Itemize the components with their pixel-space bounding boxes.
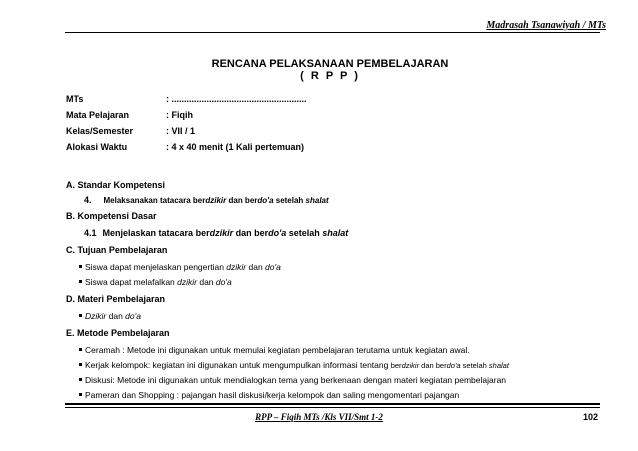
text: setelah <box>286 228 323 238</box>
section-heading: B. Kompetensi Dasar <box>66 211 157 221</box>
page-number: 102 <box>582 412 598 422</box>
text: Diskusi: Metode ini digunakan untuk mendialogkan tema yang berkenaan dengan materi kegiatan pembelajaran <box>85 375 507 385</box>
list-item <box>79 360 509 370</box>
section-heading: D. Materi Pembelajaran <box>66 294 166 304</box>
text: shalat <box>488 361 509 370</box>
document-subtitle: ( R P P ) <box>300 70 360 82</box>
section-heading: A. Standar Kompetensi <box>66 180 166 190</box>
list-item <box>79 262 281 272</box>
running-header: Madrasah Tsanawiyah / MTs <box>486 20 606 31</box>
text: dzikir <box>401 361 420 370</box>
text: dan <box>196 277 216 287</box>
section-b-heading <box>66 211 157 221</box>
identity-label: MTs <box>66 94 84 104</box>
text: do'a <box>265 262 281 272</box>
section-d-heading <box>66 294 165 304</box>
bullet-icon <box>79 314 82 317</box>
section-e-heading <box>66 328 170 338</box>
bullet-icon <box>79 265 82 268</box>
text: shalat <box>322 228 349 238</box>
bullet-icon <box>79 393 82 396</box>
bullet-icon <box>79 378 82 381</box>
identity-label: Alokasi Waktu <box>66 142 128 152</box>
list-item <box>79 311 141 321</box>
text: Pameran dan Shopping : pajangan hasil diskusi/kerja kelompok dan saling mengomentari pajangan <box>85 390 460 400</box>
text: Ceramah : Metode ini digunakan untuk memulai kegiatan pembelajaran terutama untuk kegiatan awal. <box>85 345 470 355</box>
text: Kerjak kelompok: kegiatan ini digunakan untuk mengumpulkan informasi tentang <box>85 360 391 370</box>
identity-value: : ...................................................... <box>166 94 307 104</box>
list-item <box>79 390 459 400</box>
section-a-heading <box>66 180 165 190</box>
text: Dzikir <box>85 311 107 321</box>
identity-label: Mata Pelajaran <box>66 110 130 120</box>
text: dzikir <box>205 196 227 205</box>
text: Melaksanakan tatacara ber <box>103 196 206 205</box>
section-c-heading <box>66 245 167 255</box>
text: dan ber <box>226 196 258 205</box>
text: dan <box>106 311 126 321</box>
text: do'a <box>125 311 141 321</box>
text: dan ber <box>419 361 447 370</box>
identity-value: : 4 x 40 menit (1 Kali pertemuan) <box>166 142 305 152</box>
text: dzikir <box>226 262 247 272</box>
text: do'a <box>215 277 232 287</box>
item-number: 4. <box>84 195 92 205</box>
item-number: 4.1 <box>84 228 97 238</box>
list-item <box>79 345 470 355</box>
list-item <box>79 277 232 287</box>
bullet-icon <box>79 280 82 283</box>
identity-label: Kelas/Semester <box>66 126 134 136</box>
text: setelah <box>273 196 306 205</box>
text: dzikir <box>209 228 234 238</box>
text: do'a <box>268 228 287 238</box>
bullet-icon <box>79 363 82 366</box>
identity-value: : Fiqih <box>166 110 193 120</box>
list-item <box>79 375 506 385</box>
text: dzikir <box>177 277 197 287</box>
section-heading: E. Metode Pembelajaran <box>66 328 170 338</box>
text: Siswa dapat menjelaskan pengertian <box>85 262 227 272</box>
text: Siswa dapat melafalkan <box>85 277 178 287</box>
running-footer: RPP – Fiqih MTs /Kls VII/Smt 1-2 <box>255 412 383 422</box>
footer-rule <box>65 403 600 405</box>
text: do'a <box>257 196 274 205</box>
identity-value: : VII / 1 <box>166 126 196 136</box>
footer-rule-thin <box>65 407 600 408</box>
text: dan <box>246 262 266 272</box>
text: Menjelaskan tatacara ber <box>102 228 210 238</box>
text: shalat <box>305 196 329 205</box>
text: setelah <box>460 361 489 370</box>
document-title: RENCANA PELAKSANAAN PEMBELAJARAN <box>211 58 449 70</box>
section-heading: C. Tujuan Pembelajaran <box>66 245 168 255</box>
text: do'a <box>446 361 461 370</box>
text: ber <box>390 361 402 370</box>
competency-standard <box>84 195 329 205</box>
text: dan ber <box>233 228 269 238</box>
basic-competency <box>84 228 348 238</box>
header-rule <box>65 32 600 33</box>
bullet-icon <box>79 348 82 351</box>
